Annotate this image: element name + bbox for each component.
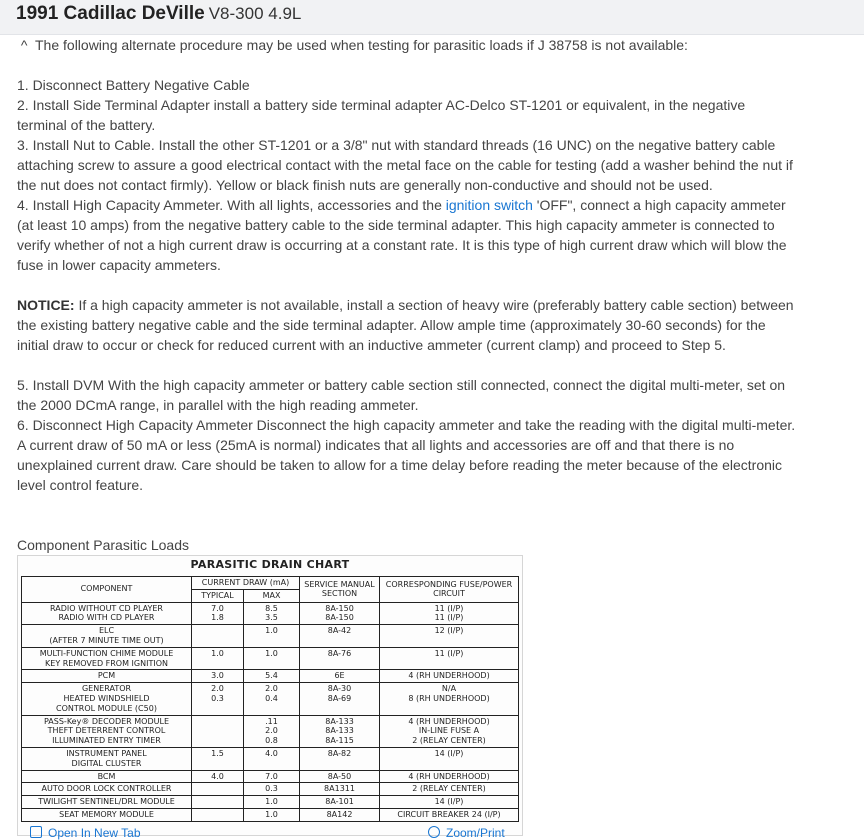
cell-fuse: 4 (RH UNDERHOOD): [380, 770, 519, 783]
table-row: [22, 683, 519, 715]
step-1: 1. Disconnect Battery Negative Cable: [17, 77, 250, 93]
notice-text: If a high capacity ammeter is not available, install a section of heavy wire (preferably battery cable section) between the existing battery negative cable and the side terminal adapter. Allow ample time (approximately 30-60 seconds) for the initial draw to occur or check for reduced current with an inductive ammeter (current clamp) and proceed to Step 5.: [17, 297, 794, 353]
cell-manual: 8A-50: [300, 770, 380, 783]
notice-label: NOTICE:: [17, 297, 75, 313]
chart-title: PARASITIC DRAIN CHART: [190, 558, 350, 571]
cell-manual: 8A-101: [300, 796, 380, 809]
cell-manual: 8A-82: [300, 747, 380, 770]
table-row: [22, 808, 519, 821]
cell-typical: 1.0: [192, 647, 244, 670]
cell-typical: [192, 715, 244, 747]
cell-max: 1.0: [244, 808, 300, 821]
cell-component: GENERATOR HEATED WINDSHIELD CONTROL MODULE (C50): [22, 683, 192, 715]
notice-paragraph: [17, 295, 797, 355]
zoom-icon: [428, 826, 440, 838]
col-header-fuse-circuit: CORRESPONDING FUSE/POWER CIRCUIT: [380, 577, 519, 603]
cell-max: 0.3: [244, 783, 300, 796]
cell-component: SEAT MEMORY MODULE: [22, 808, 192, 821]
cell-manual: 8A1311: [300, 783, 380, 796]
cell-manual: 8A-150 8A-150: [300, 602, 380, 625]
intro-text: The following alternate procedure may be used when testing for parasitic loads if J 38758 is not available:: [35, 37, 688, 53]
cell-manual: 8A-42: [300, 625, 380, 648]
cell-fuse: 14 (I/P): [380, 796, 519, 809]
step-2: 2. Install Side Terminal Adapter install a battery side terminal adapter AC-Delco ST-1201 or equivalent, in the negative terminal of the battery.: [17, 97, 746, 133]
intro-paragraph: [17, 35, 797, 55]
cell-component: MULTI-FUNCTION CHIME MODULE KEY REMOVED FROM IGNITION: [22, 647, 192, 670]
cell-fuse: 14 (I/P): [380, 747, 519, 770]
step-4-text-rest: 'OFF", connect a high capacity ammeter (at least 10 amps) from the negative battery cable to the side terminal adapter. This high capacity ammeter is connected to verify whether of not a high current draw is occurring at a constant rate. It is this type of high current draw which will blow the fuse in lower capacity ammeters.: [17, 197, 787, 273]
cell-max: 1.0: [244, 796, 300, 809]
cell-fuse: 11 (I/P) 11 (I/P): [380, 602, 519, 625]
cell-manual: 8A-30 8A-69: [300, 683, 380, 715]
cell-manual: 6E: [300, 670, 380, 683]
table-row: [22, 715, 519, 747]
zoom-print-button[interactable]: [428, 826, 505, 840]
cell-max: .11 2.0 0.8: [244, 715, 300, 747]
cell-max: 2.0 0.4: [244, 683, 300, 715]
cell-component: RADIO WITHOUT CD PLAYER RADIO WITH CD PLAYER: [22, 602, 192, 625]
cell-manual: 8A-133 8A-133 8A-115: [300, 715, 380, 747]
table-row: [22, 602, 519, 625]
parasitic-drain-table: [21, 576, 519, 822]
step-3: 3. Install Nut to Cable. Install the other ST-1201 or a 3/8" nut with standard threads (16 UNC) on the negative battery cable attaching screw to assure a good electrical contact with the metal face on the cable for testing (add a washer behind the nut if the nut does not contact firmly). Yellow or black finish nuts are generally non-conductive and should not be used.: [17, 137, 793, 193]
table-row: [22, 647, 519, 670]
table-row: [22, 770, 519, 783]
intro-marker: ^: [20, 37, 28, 53]
cell-max: 5.4: [244, 670, 300, 683]
cell-typical: 7.0 1.8: [192, 602, 244, 625]
table-row: [22, 747, 519, 770]
table-row: [22, 796, 519, 809]
engine-subtitle: V8-300 4.9L: [208, 4, 302, 23]
open-in-new-tab-label: Open In New Tab: [48, 826, 141, 840]
cell-typical: [192, 625, 244, 648]
cell-fuse: N/A 8 (RH UNDERHOOD): [380, 683, 519, 715]
cell-fuse: 11 (I/P): [380, 647, 519, 670]
cell-manual: 8A142: [300, 808, 380, 821]
cell-max: 1.0: [244, 647, 300, 670]
cell-typical: 2.0 0.3: [192, 683, 244, 715]
col-header-typical: TYPICAL: [192, 589, 244, 602]
table-row: [22, 625, 519, 648]
cell-max: 7.0: [244, 770, 300, 783]
cell-component: INSTRUMENT PANEL DIGITAL CLUSTER: [22, 747, 192, 770]
cell-typical: [192, 783, 244, 796]
cell-fuse: 12 (I/P): [380, 625, 519, 648]
cell-typical: [192, 808, 244, 821]
step-6: 6. Disconnect High Capacity Ammeter Disconnect the high capacity ammeter and take the reading with the digital multi-meter. A current draw of 50 mA or less (25mA is normal) indicates that all lights and accessories are off and that there is no unexplained current draw. Care should be taken to allow for a time delay before reading the meter because of the electronic level control feature.: [17, 417, 796, 493]
col-header-component: COMPONENT: [22, 577, 192, 603]
vehicle-title: 1991 Cadillac DeVille: [16, 3, 205, 24]
cell-typical: 3.0: [192, 670, 244, 683]
cell-component: ELC (AFTER 7 MINUTE TIME OUT): [22, 625, 192, 648]
cell-component: BCM: [22, 770, 192, 783]
procedure-text: [17, 35, 797, 495]
col-header-current-draw: CURRENT DRAW (mA): [192, 577, 300, 590]
col-header-max: MAX: [244, 589, 300, 602]
ignition-switch-link[interactable]: ignition switch: [445, 197, 533, 213]
cell-typical: 4.0: [192, 770, 244, 783]
open-in-new-tab-button[interactable]: [30, 826, 141, 840]
cell-fuse: CIRCUIT BREAKER 24 (I/P): [380, 808, 519, 821]
cell-max: 1.0: [244, 625, 300, 648]
step-4-text: 4. Install High Capacity Ammeter. With all lights, accessories and the: [17, 197, 442, 213]
cell-component: TWILIGHT SENTINEL/DRL MODULE: [22, 796, 192, 809]
external-link-icon: [30, 826, 42, 838]
cell-fuse: 4 (RH UNDERHOOD): [380, 670, 519, 683]
step-4: [17, 195, 797, 275]
cell-component: AUTO DOOR LOCK CONTROLLER: [22, 783, 192, 796]
cell-component: PASS-Key® DECODER MODULE THEFT DETERRENT CONTROL ILLUMINATED ENTRY TIMER: [22, 715, 192, 747]
zoom-print-label: Zoom/Print: [446, 826, 505, 840]
step-5: 5. Install DVM With the high capacity ammeter or battery cable section still connected, connect the digital multi-meter, set on the 2000 DCmA range, in parallel with the high reading ammeter.: [17, 377, 786, 413]
figure-caption: Component Parasitic Loads: [17, 537, 189, 553]
page-header: [0, 0, 864, 35]
cell-fuse: 4 (RH UNDERHOOD) IN-LINE FUSE A 2 (RELAY CENTER): [380, 715, 519, 747]
cell-manual: 8A-76: [300, 647, 380, 670]
col-header-manual-section: SERVICE MANUAL SECTION: [300, 577, 380, 603]
cell-typical: [192, 796, 244, 809]
cell-typical: 1.5: [192, 747, 244, 770]
page-title: [16, 3, 301, 25]
cell-max: 8.5 3.5: [244, 602, 300, 625]
cell-max: 4.0: [244, 747, 300, 770]
parasitic-drain-chart-image[interactable]: [17, 555, 523, 836]
table-row: [22, 783, 519, 796]
cell-component: PCM: [22, 670, 192, 683]
cell-fuse: 2 (RELAY CENTER): [380, 783, 519, 796]
table-row: [22, 670, 519, 683]
